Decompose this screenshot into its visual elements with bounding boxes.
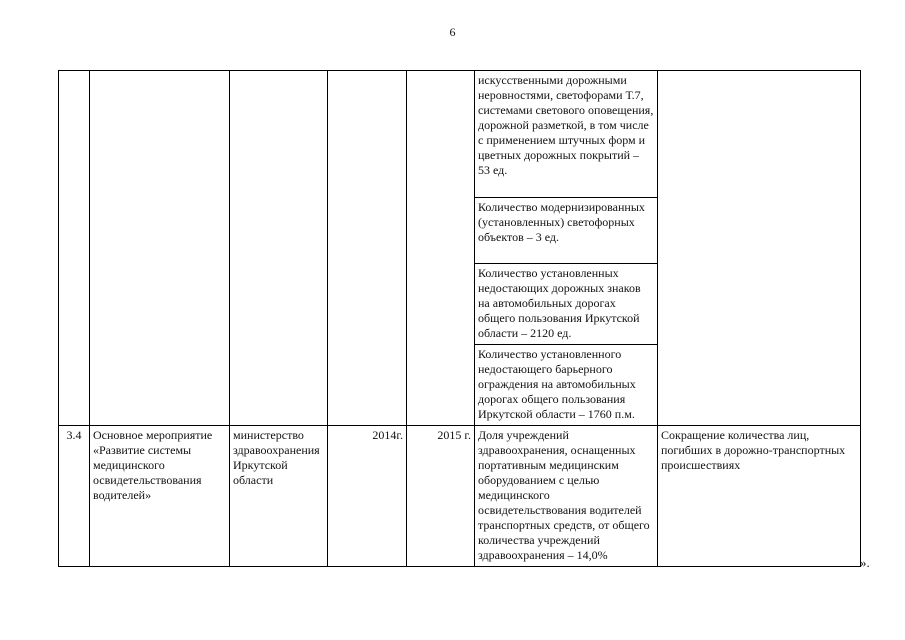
executor: министерство здравоохранения Иркутской области — [230, 426, 328, 567]
cell-result-empty — [658, 71, 861, 426]
start-year: 2014г. — [328, 426, 407, 567]
table-row-3-4 — [59, 426, 861, 567]
indicator-cell: искусственными дорожными неровностями, светофорами Т.7, системами светового оповещения, дорожной разметкой, в том числе с применением штучных форм и цветных дорожных покрытий – 53 ед. — [475, 71, 658, 198]
expected-result: Сокращение количества лиц, погибших в дорожно-транспортных происшествиях — [658, 426, 861, 567]
measure-title: Основное мероприятие «Развитие системы медицинского освидетельствования водителей» — [90, 426, 230, 567]
cell-number-empty — [59, 71, 90, 426]
page-number: 6 — [449, 25, 456, 39]
measures-table — [58, 70, 861, 567]
row-number: 3.4 — [59, 426, 90, 567]
closing-quote-mark: ». — [860, 555, 870, 570]
end-year: 2015 г. — [407, 426, 475, 567]
indicator-cell: Доля учреждений здравоохранения, оснащенных портативным медицинским оборудованием с целью медицинского освидетельствования водителей транспортных средств, от общего количества учреждений здравоохранения – 14,0% — [475, 426, 658, 567]
cell-end-empty — [407, 71, 475, 426]
indicator-cell: Количество установленного недостающего барьерного ограждения на автомобильных дорогах общего пользования Иркутской области – 1760 п.м. — [475, 345, 658, 426]
cell-start-empty — [328, 71, 407, 426]
cell-measure-empty — [90, 71, 230, 426]
table-row-continuation — [59, 71, 861, 198]
cell-executor-empty — [230, 71, 328, 426]
indicator-cell: Количество модернизированных (установленных) светофорных объектов – 3 ед. — [475, 198, 658, 264]
indicator-cell: Количество установленных недостающих дорожных знаков на автомобильных дорогах общего пользования Иркутской области – 2120 ед. — [475, 264, 658, 345]
